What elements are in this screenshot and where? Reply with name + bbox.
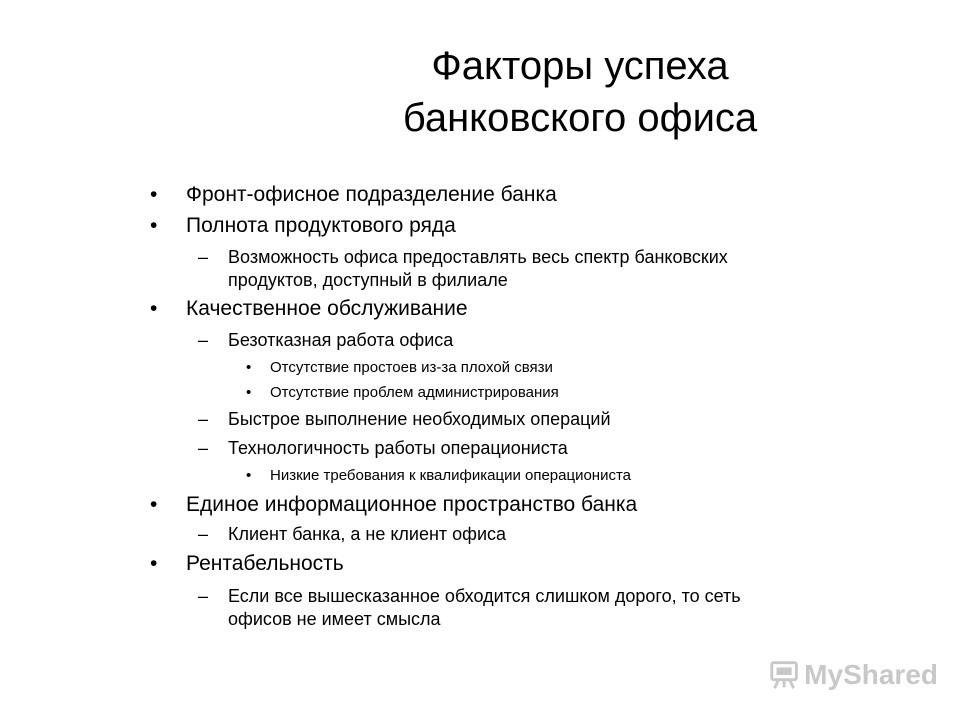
subitem-text: Возможность офиса предоставлять весь спектр банковских	[228, 247, 728, 267]
bullet-text: Фронт-офисное подразделение банка	[186, 183, 557, 206]
subitem-text: офисов не имеет смысла	[228, 609, 441, 629]
subitem-bank-client	[198, 523, 507, 546]
bullet-text: Полнота продуктового ряда	[186, 214, 456, 237]
dash-marker: –	[198, 438, 209, 458]
dash-marker: –	[198, 524, 209, 544]
subitem-text: Безотказная работа офиса	[228, 330, 454, 350]
slide-title-line-1: Факторы успеха	[431, 44, 729, 88]
subitem-text: Технологичность работы операциониста	[228, 438, 568, 458]
subitem-too-expensive	[198, 585, 741, 608]
slide-title	[300, 40, 860, 144]
bullet-item-front-office	[150, 182, 557, 208]
dash-marker: –	[198, 409, 209, 429]
subitem-text: Быстрое выполнение необходимых операций	[228, 409, 611, 429]
watermark	[768, 656, 938, 694]
bullet-marker: •	[150, 214, 158, 237]
dash-marker: –	[198, 247, 209, 267]
subitem-full-spectrum-continued	[228, 269, 508, 292]
subitem-text: Если все вышесказанное обходится слишком дорого, то сеть	[228, 586, 741, 606]
bullet-marker: •	[150, 552, 158, 575]
bullet-item-product-range	[150, 213, 456, 239]
bullet-text: Единое информационное пространство банка	[186, 493, 638, 516]
presentation-board-icon	[768, 658, 800, 692]
subitem-fast-operations	[198, 408, 611, 431]
subitem-too-expensive-continued	[228, 608, 441, 631]
bullet-marker: •	[246, 359, 252, 376]
watermark-text: MyShared	[804, 659, 938, 690]
dash-marker: –	[198, 330, 209, 350]
subsubitem-no-admin-problems	[246, 383, 559, 403]
bullet-marker: •	[246, 467, 252, 484]
bullet-item-quality-service	[150, 296, 468, 322]
bullet-marker: •	[246, 384, 252, 401]
bullet-item-profitability	[150, 551, 344, 577]
subitem-text: продуктов, доступный в филиале	[228, 270, 508, 290]
subitem-operator-technology	[198, 437, 568, 460]
bullet-marker: •	[150, 183, 158, 206]
subitem-reliable-work	[198, 329, 454, 352]
bullet-text: Качественное обслуживание	[186, 297, 468, 320]
subsubitem-text: Отсутствие проблем администрирования	[270, 384, 559, 401]
bullet-text: Рентабельность	[186, 552, 344, 575]
dash-marker: –	[198, 586, 209, 606]
subitem-full-spectrum	[198, 246, 728, 269]
subsubitem-text: Отсутствие простоев из-за плохой связи	[270, 359, 553, 376]
subsubitem-no-downtime	[246, 358, 553, 378]
slide-title-line-2: банковского офиса	[402, 96, 758, 140]
subsubitem-low-qualification	[246, 466, 632, 486]
subsubitem-text: Низкие требования к квалификации операциониста	[270, 467, 632, 484]
bullet-marker: •	[150, 493, 158, 516]
subitem-text: Клиент банка, а не клиент офиса	[228, 524, 507, 544]
bullet-item-unified-info-space	[150, 492, 638, 518]
bullet-marker: •	[150, 297, 158, 320]
